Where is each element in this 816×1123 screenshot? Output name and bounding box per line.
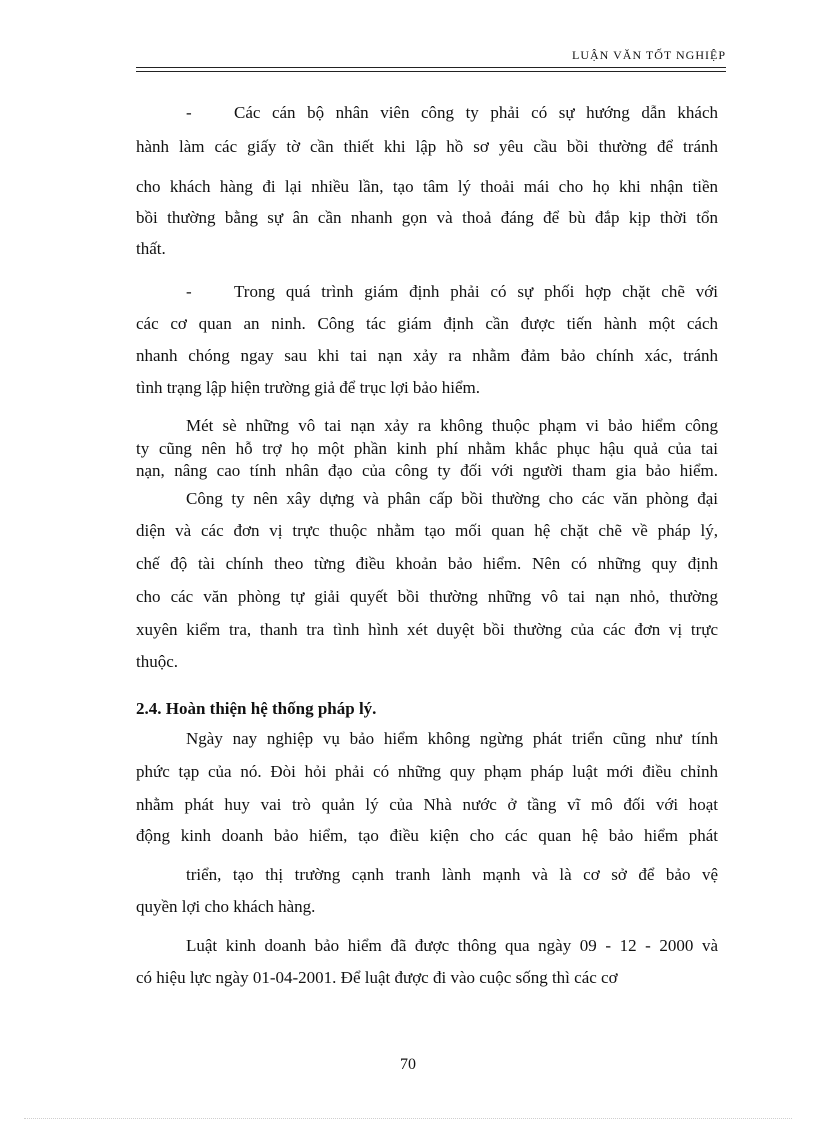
header-rule-thick (136, 67, 726, 68)
text-line: Trong quá trình giám định phải có sự phối hợp chặt chẽ với (234, 282, 718, 301)
text-line: nhằm phát huy vai trò quản lý của Nhà nước ở tầng vĩ mô đối với hoạt (136, 795, 718, 814)
bullet-dash: - (186, 103, 192, 122)
bullet-dash: - (186, 282, 192, 301)
header-rule-thin (136, 71, 726, 72)
text-line: các cơ quan an ninh. Công tác giám định cần được tiến hành một cách (136, 314, 718, 333)
page-number: 70 (400, 1056, 416, 1073)
text-line: có hiệu lực ngày 01-04-2001. Để luật được đi vào cuộc sống thì các cơ (136, 968, 618, 987)
text-line: cho các văn phòng tự giải quyết bồi thường những vô tai nạn nhỏ, thường (136, 587, 718, 606)
section-heading: 2.4. Hoàn thiện hệ thống pháp lý. (136, 699, 377, 718)
text-line: Ngày nay nghiệp vụ bảo hiểm không ngừng phát triển cũng như tính (186, 729, 718, 748)
text-line: diện và các đơn vị trực thuộc nhằm tạo mối quan hệ chặt chẽ về pháp lý, (136, 521, 718, 540)
text-line: quyền lợi cho khách hàng. (136, 897, 316, 916)
text-line: bồi thường bằng sự ân cần nhanh gọn và thoả đáng để bù đắp kịp thời tổn (136, 208, 718, 227)
text-line: Các cán bộ nhân viên công ty phải có sự hướng dẫn khách (234, 103, 718, 122)
text-line: tình trạng lập hiện trường giả để trục lợi bảo hiểm. (136, 378, 480, 397)
text-line: chế độ tài chính theo từng điều khoản bảo hiểm. Nên có những quy định (136, 554, 718, 573)
text-line: xuyên kiểm tra, thanh tra tình hình xét duyệt bồi thường của các đơn vị trực (136, 620, 718, 639)
text-line: thuộc. (136, 652, 179, 671)
running-header: LUẬN VĂN TỐT NGHIỆP (572, 48, 726, 62)
text-line: phức tạp của nó. Đòi hỏi phải có những quy phạm pháp luật mới điều chỉnh (136, 762, 718, 781)
text-line: Mét sè những vô tai nạn xảy ra không thuộc phạm vi bảo hiểm công (186, 416, 718, 435)
text-line: ty cũng nên hỗ trợ họ một phần kinh phí nhằm khắc phục hậu quả của tai (136, 439, 718, 458)
text-line: Công ty nên xây dựng và phân cấp bồi thường cho các văn phòng đại (186, 489, 718, 508)
text-line: nạn, nâng cao tính nhân đạo của công ty đối với người tham gia bảo hiểm. (136, 461, 718, 480)
text-line: hành làm các giấy tờ cần thiết khi lập hồ sơ yêu cầu bồi thường để tránh (136, 137, 718, 156)
text-line: thất. (136, 239, 166, 258)
text-line: động kinh doanh bảo hiểm, tạo điều kiện cho các quan hệ bảo hiểm phát (136, 826, 718, 845)
text-line: Luật kinh doanh bảo hiểm đã được thông qua ngày 09 - 12 - 2000 và (186, 936, 718, 955)
page-bottom-divider (24, 1118, 792, 1119)
text-line: cho khách hàng đi lại nhiều lần, tạo tâm lý thoải mái cho họ khi nhận tiền (136, 177, 718, 196)
text-line: nhanh chóng ngay sau khi tai nạn xảy ra nhằm đảm bảo chính xác, tránh (136, 346, 718, 365)
text-line: triển, tạo thị trường cạnh tranh lành mạnh và là cơ sở để bảo vệ (186, 865, 718, 884)
